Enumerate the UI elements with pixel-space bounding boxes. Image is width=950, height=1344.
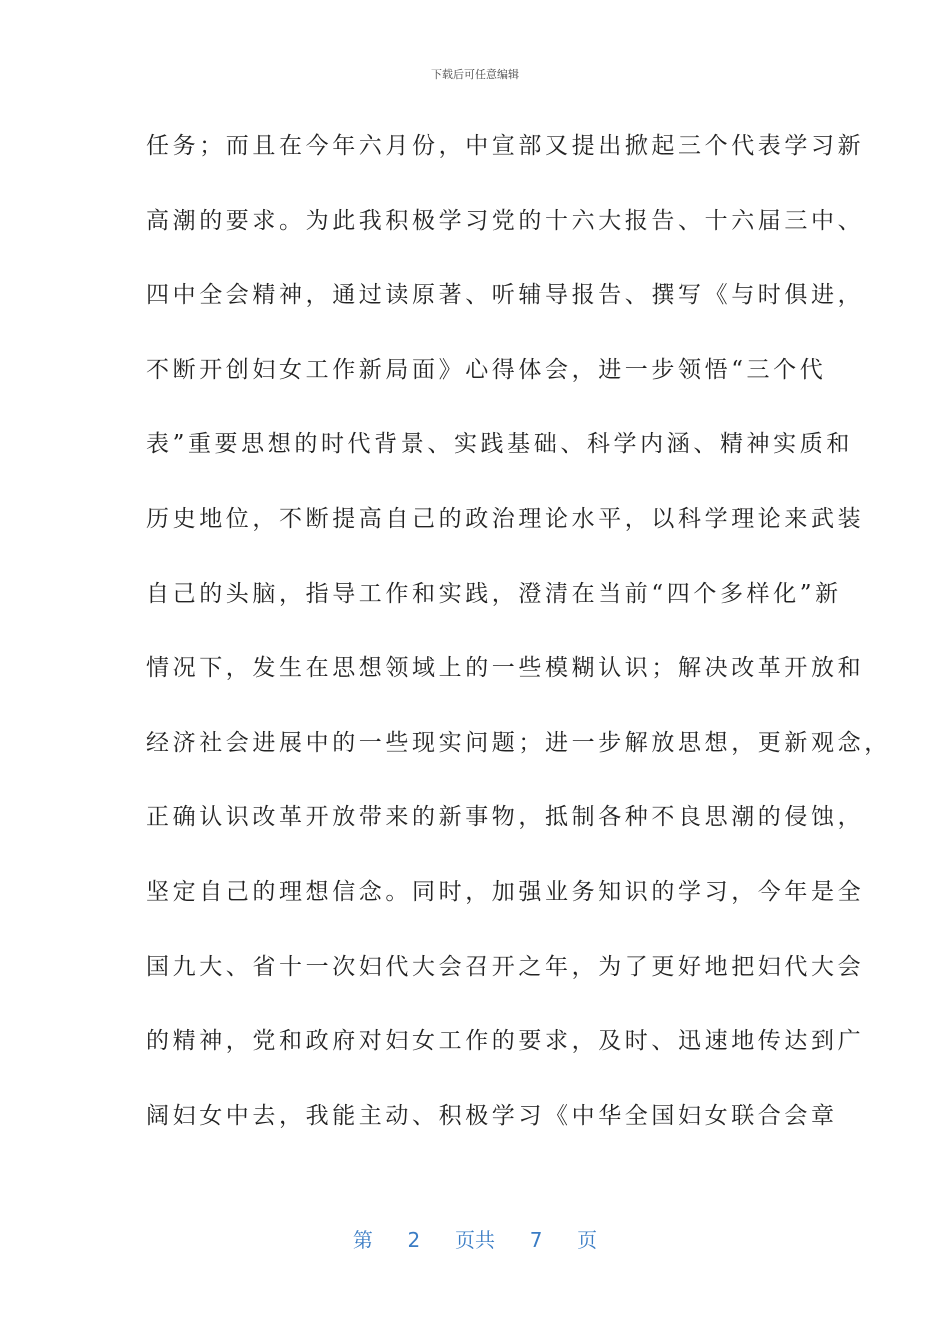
page-footer — [0, 1224, 950, 1253]
text-line: 表”重要思想的时代背景、实践基础、科学内涵、精神实质和 — [146, 431, 853, 458]
text-line: 的精神，党和政府对妇女工作的要求，及时、迅速地传达到广 — [146, 1028, 865, 1055]
text-line: 任务；而且在今年六月份，中宣部又提出掀起三个代表学习新 — [146, 133, 865, 159]
text-line: 不断开创妇女工作新局面》心得体会，进一步领悟“三个代 — [146, 356, 827, 383]
text-line: 自己的头脑，指导工作和实践，澄清在当前“四个多样化”新 — [146, 580, 842, 607]
text-line: 国九大、省十一次妇代大会召开之年，为了更好地把妇代大会 — [146, 953, 865, 980]
current-page-number: 2 — [407, 1228, 421, 1252]
footer-suffix: 页 — [577, 1228, 598, 1252]
footer-middle: 页共 — [455, 1228, 495, 1252]
text-line: 四中全会精神，通过读原著、听辅导报告、撰写《与时俱进， — [146, 282, 865, 309]
text-line: 坚定自己的理想信念。同时，加强业务知识的学习，今年是全 — [146, 878, 865, 905]
text-line: 高潮的要求。为此我积极学习党的十六大报告、十六届三中、 — [146, 207, 865, 234]
document-body — [146, 126, 891, 1170]
total-pages-number: 7 — [529, 1228, 543, 1252]
text-line: 情况下，发生在思想领域上的一些模糊认识；解决改革开放和 — [146, 655, 865, 682]
page-header-note: 下载后可任意编辑 — [431, 68, 519, 81]
text-line: 正确认识改革开放带来的新事物，抵制各种不良思潮的侵蚀， — [146, 804, 865, 831]
footer-prefix: 第 — [352, 1228, 373, 1252]
text-line: 阔妇女中去，我能主动、积极学习《中华全国妇女联合会章 — [146, 1102, 838, 1129]
text-line: 历史地位，不断提高自己的政治理论水平，以科学理论来武装 — [146, 505, 865, 532]
text-line: 经济社会进展中的一些现实问题；进一步解放思想，更新观念， — [146, 729, 891, 756]
